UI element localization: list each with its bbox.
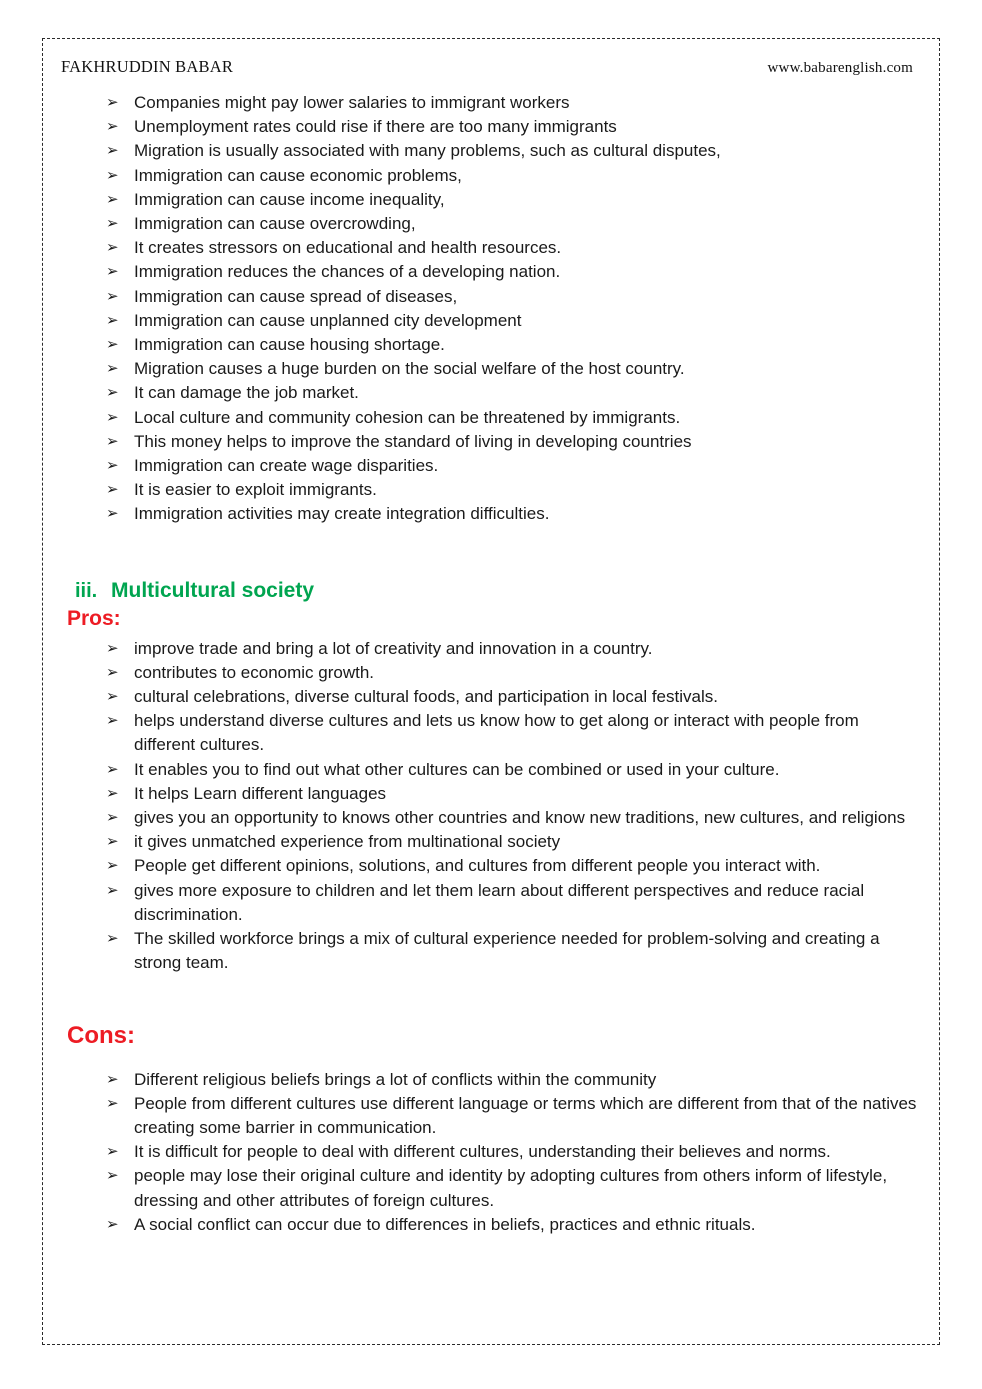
arrowhead-bullet-icon: ➢ — [106, 239, 119, 257]
list-item-text: Unemployment rates could rise if there are too many immigrants — [134, 117, 617, 137]
arrowhead-bullet-icon: ➢ — [106, 1094, 119, 1112]
arrowhead-bullet-icon: ➢ — [106, 94, 119, 111]
list-item — [59, 854, 917, 878]
list-item-text: It enables you to find out what other cultures can be combined or used in your culture. — [134, 759, 780, 779]
list-item-text: improve trade and bring a lot of creativity and innovation in a country. — [134, 638, 653, 658]
arrowhead-bullet-icon: ➢ — [106, 384, 119, 402]
list-item-text: it gives unmatched experience from multinational society — [134, 832, 561, 852]
list-item-text: It is easier to exploit immigrants. — [134, 480, 377, 500]
list-item — [59, 685, 917, 709]
list-item — [59, 830, 917, 854]
document-page — [42, 38, 940, 1345]
list-item-text: Migration causes a huge burden on the social welfare of the host country. — [134, 359, 685, 379]
list-item — [59, 661, 917, 685]
arrowhead-bullet-icon: ➢ — [106, 833, 119, 851]
arrowhead-bullet-icon: ➢ — [106, 1070, 119, 1088]
list-item — [59, 454, 917, 478]
section-heading-multicultural-society — [59, 579, 917, 603]
list-item-text: Immigration can cause unplanned city development — [134, 310, 522, 330]
list-item — [59, 1140, 917, 1164]
list-item-text: contributes to economic growth. — [134, 662, 375, 682]
list-item — [59, 406, 917, 430]
arrowhead-bullet-icon: ➢ — [106, 930, 119, 948]
arrowhead-bullet-icon: ➢ — [106, 881, 119, 899]
list-item-text: Immigration can cause income inequality, — [134, 189, 445, 209]
list-item-text: Immigration can cause housing shortage. — [134, 335, 445, 355]
list-item-text: Immigration activities may create integration difficulties. — [134, 504, 550, 524]
arrowhead-bullet-icon: ➢ — [106, 215, 119, 233]
list-item-text: A social conflict can occur due to differences in beliefs, practices and ethnic rituals. — [134, 1214, 756, 1234]
list-item — [59, 478, 917, 502]
list-item — [59, 1213, 917, 1237]
list-item-text: The skilled workforce brings a mix of cultural experience needed for problem-solving and creating a strong team. — [134, 929, 880, 973]
list-item — [59, 115, 917, 139]
pros-label: Pros: — [67, 606, 121, 630]
list-item-text: Local culture and community cohesion can be threatened by immigrants. — [134, 407, 681, 427]
list-item — [59, 758, 917, 782]
list-item — [59, 709, 917, 757]
list-item — [59, 260, 917, 284]
arrowhead-bullet-icon: ➢ — [106, 1167, 119, 1185]
list-item — [59, 91, 917, 115]
arrowhead-bullet-icon: ➢ — [106, 663, 119, 681]
list-item-text: gives more exposure to children and let them learn about different perspectives and reduce racial discrimination. — [134, 880, 865, 924]
list-item-text: helps understand diverse cultures and lets us know how to get along or interact with people from different cultures. — [134, 711, 859, 755]
list-item-text: Immigration can cause overcrowding, — [134, 214, 416, 234]
arrowhead-bullet-icon: ➢ — [106, 360, 119, 378]
header-author-name: FAKHRUDDIN BABAR — [61, 57, 234, 76]
arrowhead-bullet-icon: ➢ — [106, 311, 119, 329]
list-item-text: It can damage the job market. — [134, 383, 359, 403]
list-item — [59, 212, 917, 236]
list-item — [59, 285, 917, 309]
list-item — [59, 236, 917, 260]
list-item-text: It helps Learn different languages — [134, 783, 387, 803]
list-item-text: Immigration can create wage disparities. — [134, 456, 439, 476]
list-item — [59, 139, 917, 163]
multicultural-pros-list — [59, 637, 917, 976]
list-item — [59, 1068, 917, 1092]
list-item — [59, 164, 917, 188]
section-numeral: iii. — [75, 579, 98, 602]
list-item-text: People from different cultures use different language or terms which are different from that of the natives creating some barrier in communication. — [134, 1093, 917, 1137]
list-item-text: People get different opinions, solutions, and cultures from different people you interact with. — [134, 856, 821, 876]
list-item-text: gives you an opportunity to knows other countries and know new traditions, new cultures, and religions — [134, 808, 906, 828]
arrowhead-bullet-icon: ➢ — [106, 760, 119, 778]
arrowhead-bullet-icon: ➢ — [106, 688, 119, 706]
immigration-cons-list — [59, 91, 917, 527]
list-item — [59, 1164, 917, 1212]
list-item-text: Different religious beliefs brings a lot of conflicts within the community — [134, 1069, 657, 1089]
arrowhead-bullet-icon: ➢ — [106, 336, 119, 354]
list-item-text: Immigration reduces the chances of a developing nation. — [134, 262, 561, 282]
arrowhead-bullet-icon: ➢ — [106, 481, 119, 499]
arrowhead-bullet-icon: ➢ — [106, 639, 119, 657]
list-item — [59, 333, 917, 357]
list-item — [59, 309, 917, 333]
arrowhead-bullet-icon: ➢ — [106, 857, 119, 875]
list-item — [59, 637, 917, 661]
arrowhead-bullet-icon: ➢ — [106, 712, 119, 730]
list-item-text: This money helps to improve the standard of living in developing countries — [134, 431, 692, 451]
list-item — [59, 782, 917, 806]
arrowhead-bullet-icon: ➢ — [106, 505, 119, 523]
list-item — [59, 357, 917, 381]
arrowhead-bullet-icon: ➢ — [106, 287, 119, 305]
list-item — [59, 806, 917, 830]
arrowhead-bullet-icon: ➢ — [106, 809, 119, 827]
document-header — [59, 57, 917, 77]
cons-label: Cons: — [67, 1021, 135, 1049]
list-item — [59, 188, 917, 212]
arrowhead-bullet-icon: ➢ — [106, 166, 119, 184]
list-item — [59, 1092, 917, 1140]
list-item — [59, 430, 917, 454]
list-item-text: It is difficult for people to deal with different cultures, understanding their believes and norms. — [134, 1142, 831, 1162]
list-item-text: cultural celebrations, diverse cultural foods, and participation in local festivals. — [134, 687, 718, 707]
list-item-text: Companies might pay lower salaries to immigrant workers — [134, 93, 570, 112]
arrowhead-bullet-icon: ➢ — [106, 457, 119, 475]
list-item — [59, 381, 917, 405]
arrowhead-bullet-icon: ➢ — [106, 408, 119, 426]
page-content — [43, 39, 939, 1247]
multicultural-cons-list — [59, 1068, 917, 1237]
arrowhead-bullet-icon: ➢ — [106, 1215, 119, 1233]
list-item — [59, 927, 917, 975]
list-item-text: Immigration can cause spread of diseases, — [134, 286, 458, 306]
arrowhead-bullet-icon: ➢ — [106, 784, 119, 802]
list-item-text: It creates stressors on educational and health resources. — [134, 238, 562, 258]
arrowhead-bullet-icon: ➢ — [106, 190, 119, 208]
list-item-text: people may lose their original culture and identity by adopting cultures from others inform of lifestyle, dressing and other attributes of foreign cultures. — [134, 1166, 888, 1210]
arrowhead-bullet-icon: ➢ — [106, 118, 119, 136]
list-item — [59, 502, 917, 526]
header-website-url: www.babarenglish.com — [767, 60, 913, 76]
arrowhead-bullet-icon: ➢ — [106, 1143, 119, 1161]
arrowhead-bullet-icon: ➢ — [106, 142, 119, 160]
arrowhead-bullet-icon: ➢ — [106, 263, 119, 281]
list-item-text: Immigration can cause economic problems, — [134, 165, 462, 185]
arrowhead-bullet-icon: ➢ — [106, 432, 119, 450]
list-item — [59, 879, 917, 927]
list-item-text: Migration is usually associated with many problems, such as cultural disputes, — [134, 141, 721, 161]
section-title: Multicultural society — [111, 578, 315, 602]
